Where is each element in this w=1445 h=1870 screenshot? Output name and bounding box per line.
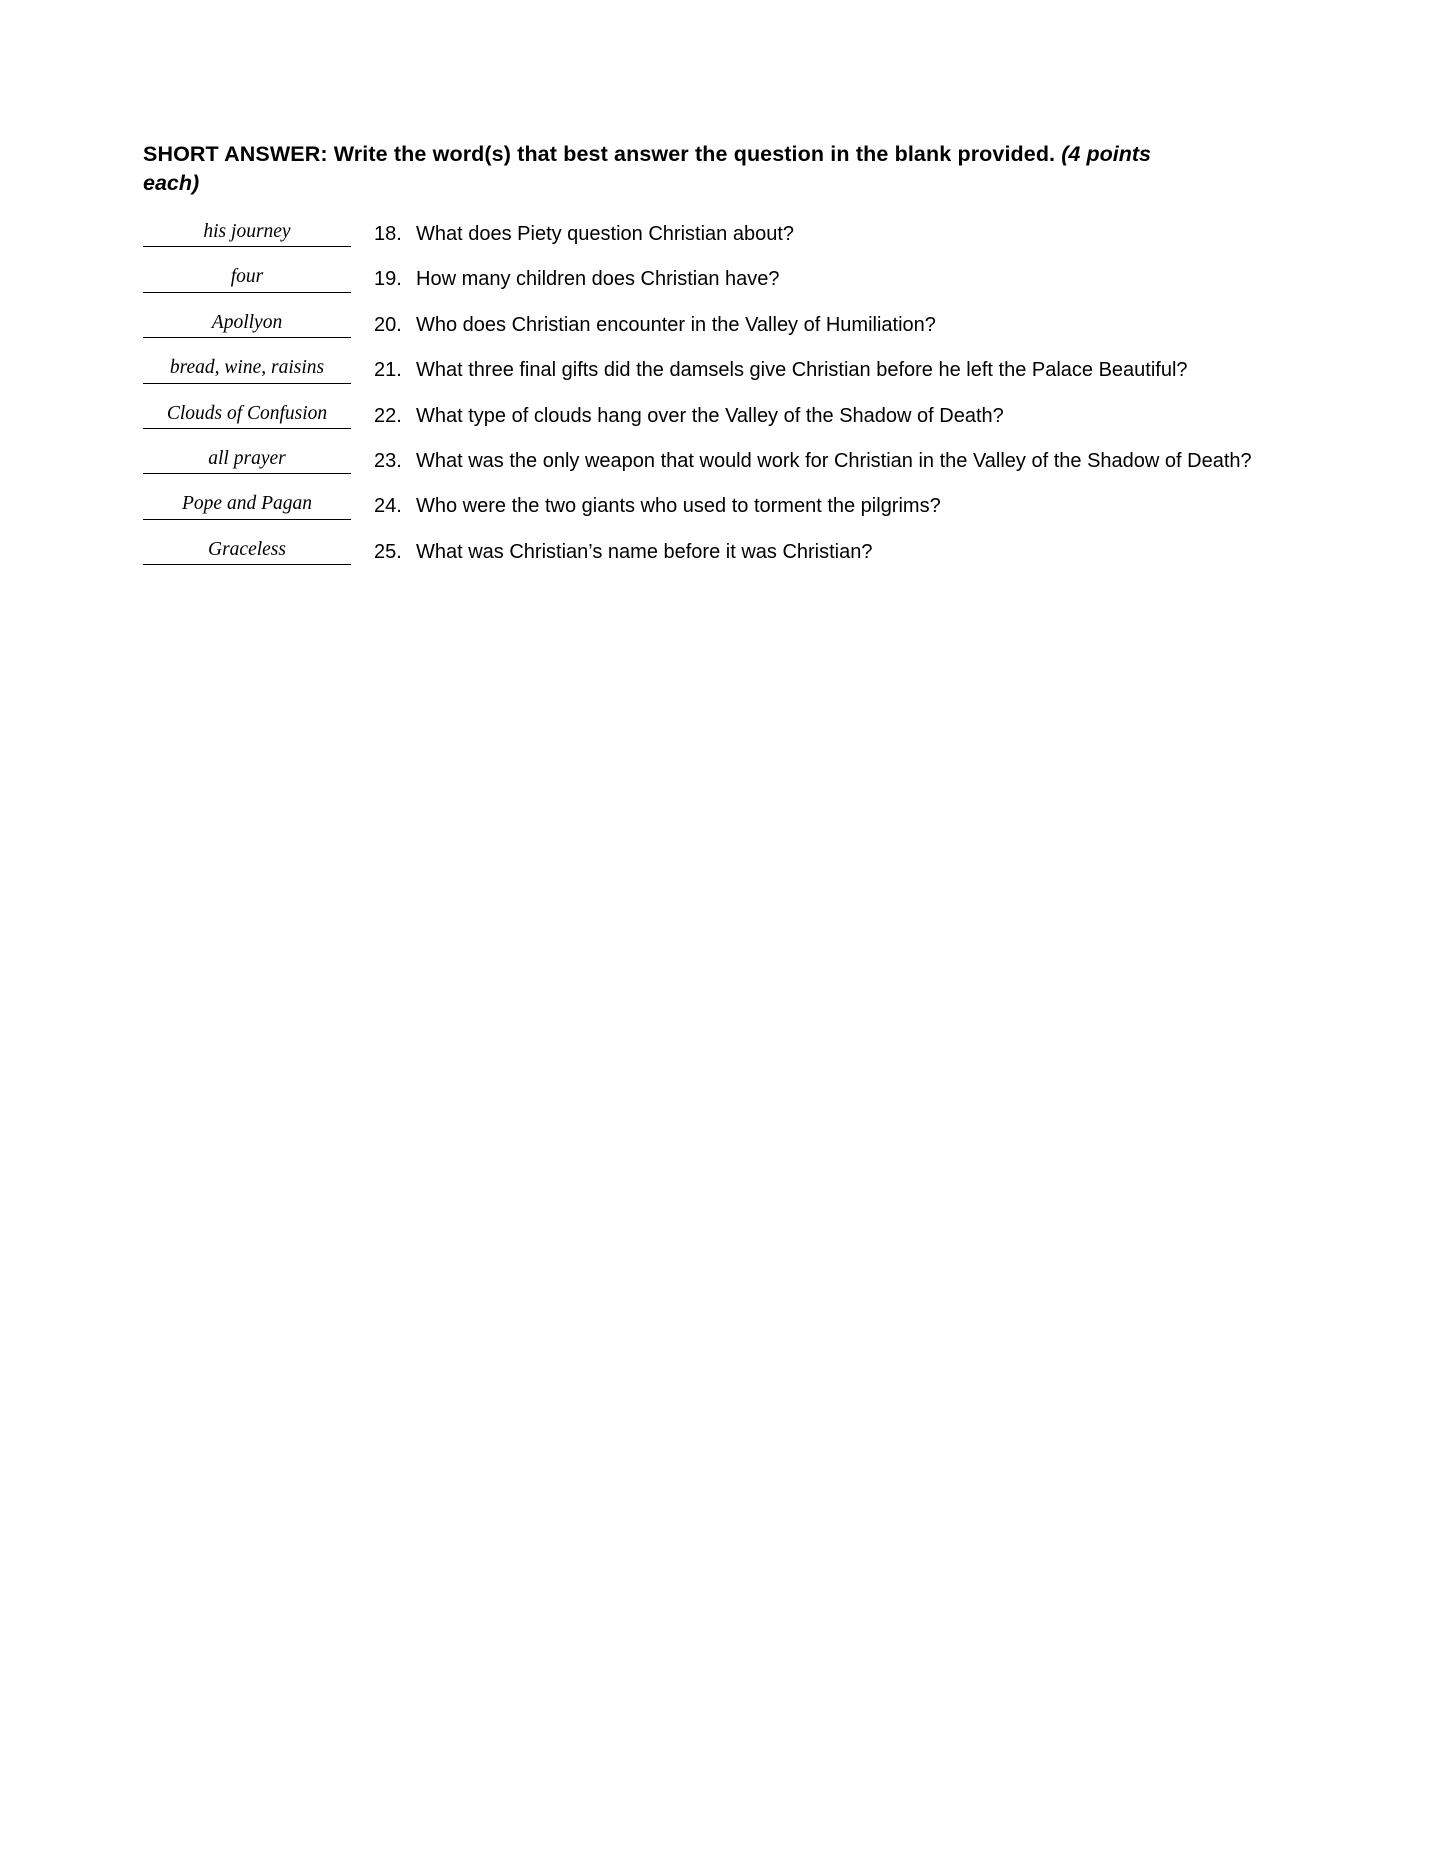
answer-blank[interactable]: bread, wine, raisins <box>143 356 351 383</box>
question-number: 25. <box>374 540 402 563</box>
question-number: 24. <box>374 495 402 518</box>
question-row <box>143 492 1303 520</box>
question-list <box>143 220 1303 566</box>
question-number: 23. <box>374 449 402 472</box>
question-text: What was the only weapon that would work for Christian in the Valley of the Shadow of Death? <box>416 449 1252 472</box>
question-number: 21. <box>374 359 402 382</box>
question-row <box>143 447 1303 475</box>
question-number: 22. <box>374 404 402 427</box>
question-text: What was Christian’s name before it was Christian? <box>416 540 873 563</box>
section-instructions <box>143 140 1151 198</box>
question-text: Who were the two giants who used to torment the pilgrims? <box>416 495 941 518</box>
question-text: What type of clouds hang over the Valley of the Shadow of Death? <box>416 404 1004 427</box>
document-content <box>143 140 1303 583</box>
instructions-points-text: (4 points each) <box>143 142 1151 196</box>
question-number: 20. <box>374 313 402 336</box>
question-row <box>143 356 1303 384</box>
question-row <box>143 402 1303 430</box>
question-text: What does Piety question Christian about? <box>416 223 794 246</box>
instructions-bold-text: SHORT ANSWER: Write the word(s) that best answer the question in the blank provided. <box>143 142 1056 166</box>
question-text: How many children does Christian have? <box>416 268 780 291</box>
answer-blank[interactable]: Apollyon <box>143 311 351 338</box>
question-row <box>143 538 1303 566</box>
question-number: 18. <box>374 223 402 246</box>
question-row <box>143 311 1303 339</box>
answer-blank[interactable]: Pope and Pagan <box>143 492 351 519</box>
answer-blank[interactable]: his journey <box>143 220 351 247</box>
question-text: What three final gifts did the damsels give Christian before he left the Palace Beautiful? <box>416 359 1188 382</box>
answer-blank[interactable]: all prayer <box>143 447 351 474</box>
question-number: 19. <box>374 268 402 291</box>
answer-blank[interactable]: Graceless <box>143 538 351 565</box>
question-row <box>143 220 1303 248</box>
question-text: Who does Christian encounter in the Valley of Humiliation? <box>416 313 936 336</box>
question-row <box>143 265 1303 293</box>
answer-blank[interactable]: four <box>143 265 351 292</box>
answer-blank[interactable]: Clouds of Confusion <box>143 402 351 429</box>
